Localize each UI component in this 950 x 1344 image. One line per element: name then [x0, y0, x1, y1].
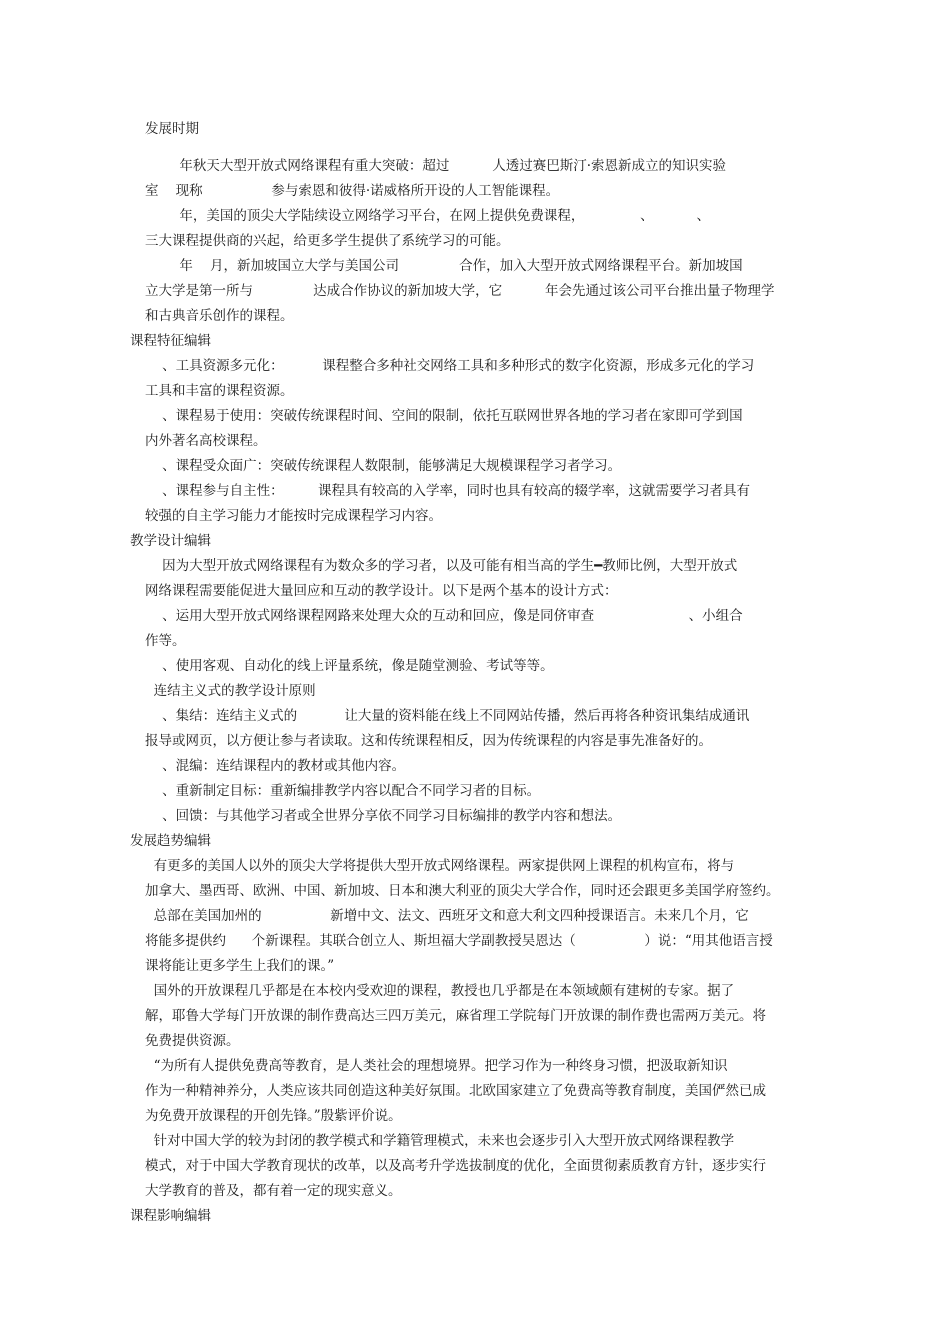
section-heading: 课程特征编辑: [130, 333, 211, 349]
paragraph-line: 将能多提供约 个新课程。其联合创立人、斯坦福大学副教授吴恩达（ ）说：“用其他语言授: [145, 933, 773, 949]
section-heading: 课程影响编辑: [130, 1208, 211, 1224]
paragraph-line: 、混编：连结课程内的教材或其他内容。: [145, 758, 406, 774]
paragraph-line: 和古典音乐创作的课程。: [145, 308, 294, 324]
section-heading: 发展趋势编辑: [130, 833, 211, 849]
paragraph-line: 年秋天大型开放式网络课程有重大突破：超过 人透过赛巴斯汀·索恩新成立的知识实验: [145, 158, 727, 174]
paragraph-line: 、课程易于使用：突破传统课程时间、空间的限制，依托互联网世界各地的学习者在家即可学到国: [145, 408, 743, 424]
paragraph-line: 较强的自主学习能力才能按时完成课程学习内容。: [145, 508, 442, 524]
paragraph-line: 连结主义式的教学设计原则: [145, 683, 316, 699]
paragraph-line: 课将能让更多学生上我们的课。”: [145, 958, 335, 974]
paragraph-line: 针对中国大学的较为封闭的教学模式和学籍管理模式，未来也会逐步引入大型开放式网络课程教学: [145, 1133, 735, 1149]
paragraph-line: 为免费开放课程的开创先锋。”殷紫评价说。: [145, 1108, 402, 1124]
paragraph-line: 网络课程需要能促进大量回应和互动的教学设计。以下是两个基本的设计方式：: [145, 583, 618, 599]
paragraph-line: 、重新制定目标：重新编排教学内容以配合不同学习者的目标。: [145, 783, 541, 799]
paragraph-line: 作等。: [145, 633, 186, 649]
paragraph-line: 年 月，新加坡国立大学与美国公司 合作，加入大型开放式网络课程平台。新加坡国: [145, 258, 743, 274]
section-heading: 教学设计编辑: [130, 533, 211, 549]
paragraph-line: 免费提供资源。: [145, 1033, 240, 1049]
paragraph-line: 模式，对于中国大学教育现状的改革，以及高考升学选拔制度的优化，全面贯彻素质教育方针，逐步实行: [145, 1158, 766, 1174]
paragraph-line: 因为大型开放式网络课程有为数众多的学习者，以及可能有相当高的学生━教师比例，大型开放式: [145, 558, 738, 574]
paragraph-line: 立大学是第一所与 达成合作协议的新加坡大学，它 年会先通过该公司平台推出量子物理学: [145, 283, 775, 299]
paragraph-line: “为所有人提供免费高等教育，是人类社会的理想境界。把学习作为一种终身习惯，把汲取新知识: [145, 1058, 728, 1074]
paragraph-line: 加拿大、墨西哥、欧洲、中国、新加坡、日本和澳大利亚的顶尖大学合作，同时还会跟更多美国学府签约。: [145, 883, 780, 899]
paragraph-line: 、课程参与自主性： 课程具有较高的入学率，同时也具有较高的辍学率，这就需要学习者具有: [145, 483, 750, 499]
paragraph-line: 、工具资源多元化： 课程整合多种社交网络工具和多种形式的数字化资源，形成多元化的学习: [145, 358, 755, 374]
paragraph-line: 总部在美国加州的 新增中文、法文、西班牙文和意大利文四种授课语言。未来几个月，它: [145, 908, 749, 924]
paragraph-line: 报导或网页，以方便让参与者读取。这和传统课程相反，因为传统课程的内容是事先准备好的。: [145, 733, 712, 749]
paragraph-line: 国外的开放课程几乎都是在本校内受欢迎的课程，教授也几乎都是在本领域颇有建树的专家。据了: [145, 983, 735, 999]
paragraph-line: 有更多的美国人以外的顶尖大学将提供大型开放式网络课程。两家提供网上课程的机构宣布，将与: [145, 858, 735, 874]
paragraph-line: 解，耶鲁大学每门开放课的制作费高达三四万美元，麻省理工学院每门开放课的制作费也需两万美元。将: [145, 1008, 766, 1024]
paragraph-line: 、课程受众面广：突破传统课程人数限制，能够满足大规模课程学习者学习。: [145, 458, 622, 474]
paragraph-line: 大学教育的普及，都有着一定的现实意义。: [145, 1183, 402, 1199]
paragraph-line: 工具和丰富的课程资源。: [145, 383, 294, 399]
paragraph-line: 室 现称 参与索恩和彼得·诺威格所开设的人工智能课程。: [145, 183, 560, 199]
paragraph-line: 内外著名高校课程。: [145, 433, 267, 449]
paragraph-line: 作为一种精神养分，人类应该共同创造这种美好氛围。北欧国家建立了免费高等教育制度，美国俨然已成: [145, 1083, 766, 1099]
paragraph-line: 年，美国的顶尖大学陆续设立网络学习平台，在网上提供免费课程， 、 、: [145, 208, 711, 224]
paragraph-line: 、回馈：与其他学习者或全世界分享依不同学习目标编排的教学内容和想法。: [145, 808, 622, 824]
paragraph-line: 、集结：连结主义式的 让大量的资料能在线上不同网站传播，然后再将各种资讯集结成通讯: [145, 708, 750, 724]
paragraph-line: 、使用客观、自动化的线上评量系统，像是随堂测验、考试等等。: [145, 658, 554, 674]
paragraph-line: 三大课程提供商的兴起，给更多学生提供了系统学习的可能。: [145, 233, 510, 249]
section-heading: 发展时期: [145, 121, 199, 137]
paragraph-line: 、运用大型开放式网络课程网路来处理大众的互动和回应，像是同侪审查 、小组合: [145, 608, 743, 624]
